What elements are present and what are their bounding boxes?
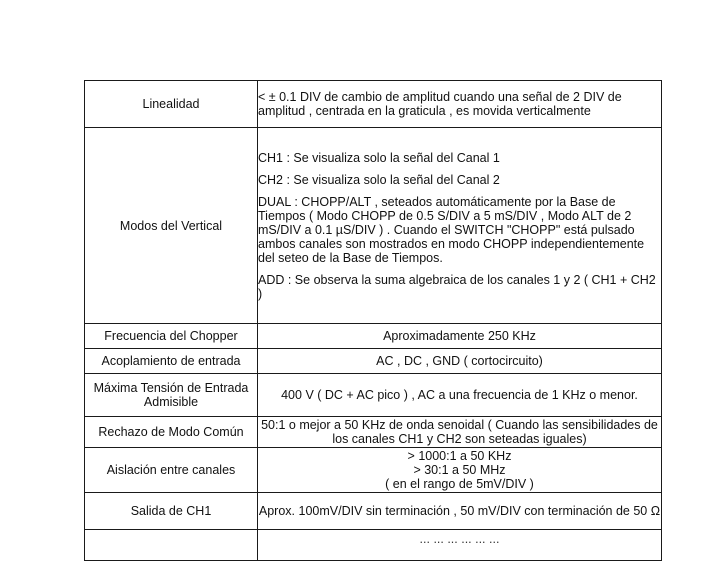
table-row xyxy=(85,128,662,324)
table-row xyxy=(85,81,662,128)
row-label: Rechazo de Modo Común xyxy=(85,417,258,448)
row-value: Aprox. 100mV/DIV sin terminación , 50 mV/DIV con terminación de 50 Ω xyxy=(258,493,662,530)
table-row xyxy=(85,349,662,374)
row-label xyxy=(85,530,258,561)
row-value xyxy=(258,530,662,561)
table-row xyxy=(85,417,662,448)
row-label: Modos del Vertical xyxy=(85,128,258,324)
row-value: AC , DC , GND ( cortocircuito) xyxy=(258,349,662,374)
table-row xyxy=(85,493,662,530)
isolation-line: > 30:1 a 50 MHz xyxy=(413,463,506,477)
row-label: Frecuencia del Chopper xyxy=(85,324,258,349)
table-row xyxy=(85,374,662,417)
isolation-line: ( en el rango de 5mV/DIV ) xyxy=(385,477,534,491)
mode-add: ADD : Se observa la suma algebraica de los canales 1 y 2 ( CH1 + CH2 ) xyxy=(258,272,656,301)
row-label: Salida de CH1 xyxy=(85,493,258,530)
row-value-list xyxy=(258,128,662,324)
row-label: Aislación entre canales xyxy=(85,448,258,493)
spec-table xyxy=(84,80,662,561)
table-row xyxy=(85,324,662,349)
row-value: 400 V ( DC + AC pico ) , AC a una frecuencia de 1 KHz o menor. xyxy=(258,374,662,417)
row-value: < ± 0.1 DIV de cambio de amplitud cuando una señal de 2 DIV de amplitud , centrada en la graticula , es movida verticalmente xyxy=(258,81,662,128)
cut-off-text: ... ... ... ... ... ... xyxy=(419,532,500,546)
mode-dual: DUAL : CHOPP/ALT , seteados automáticamente por la Base de Tiempos ( Modo CHOPP de 0.5 S/DIV a 5 mS/DIV , Modo ALT de 2 mS/DIV a 0.1 µS/DIV ) . Cuando el SWITCH "CHOPP" está pulsado ambos canales son mostrados en modo CHOPP independientemente del seteo de la Base de Tiempos. xyxy=(258,194,645,265)
row-label: Acoplamiento de entrada xyxy=(85,349,258,374)
table-row xyxy=(85,530,662,561)
isolation-line: > 1000:1 a 50 KHz xyxy=(407,449,512,463)
row-value: 50:1 o mejor a 50 KHz de onda senoidal ( Cuando las sensibilidades de los canales CH1 y CH2 son seteadas iguales) xyxy=(258,417,662,448)
row-label: Linealidad xyxy=(85,81,258,128)
row-label: Máxima Tensión de Entrada Admisible xyxy=(85,374,258,417)
table-row xyxy=(85,448,662,493)
row-value-list xyxy=(258,448,662,493)
mode-ch1: CH1 : Se visualiza solo la señal del Canal 1 xyxy=(258,150,500,165)
mode-ch2: CH2 : Se visualiza solo la señal del Canal 2 xyxy=(258,172,500,187)
row-value: Aproximadamente 250 KHz xyxy=(258,324,662,349)
